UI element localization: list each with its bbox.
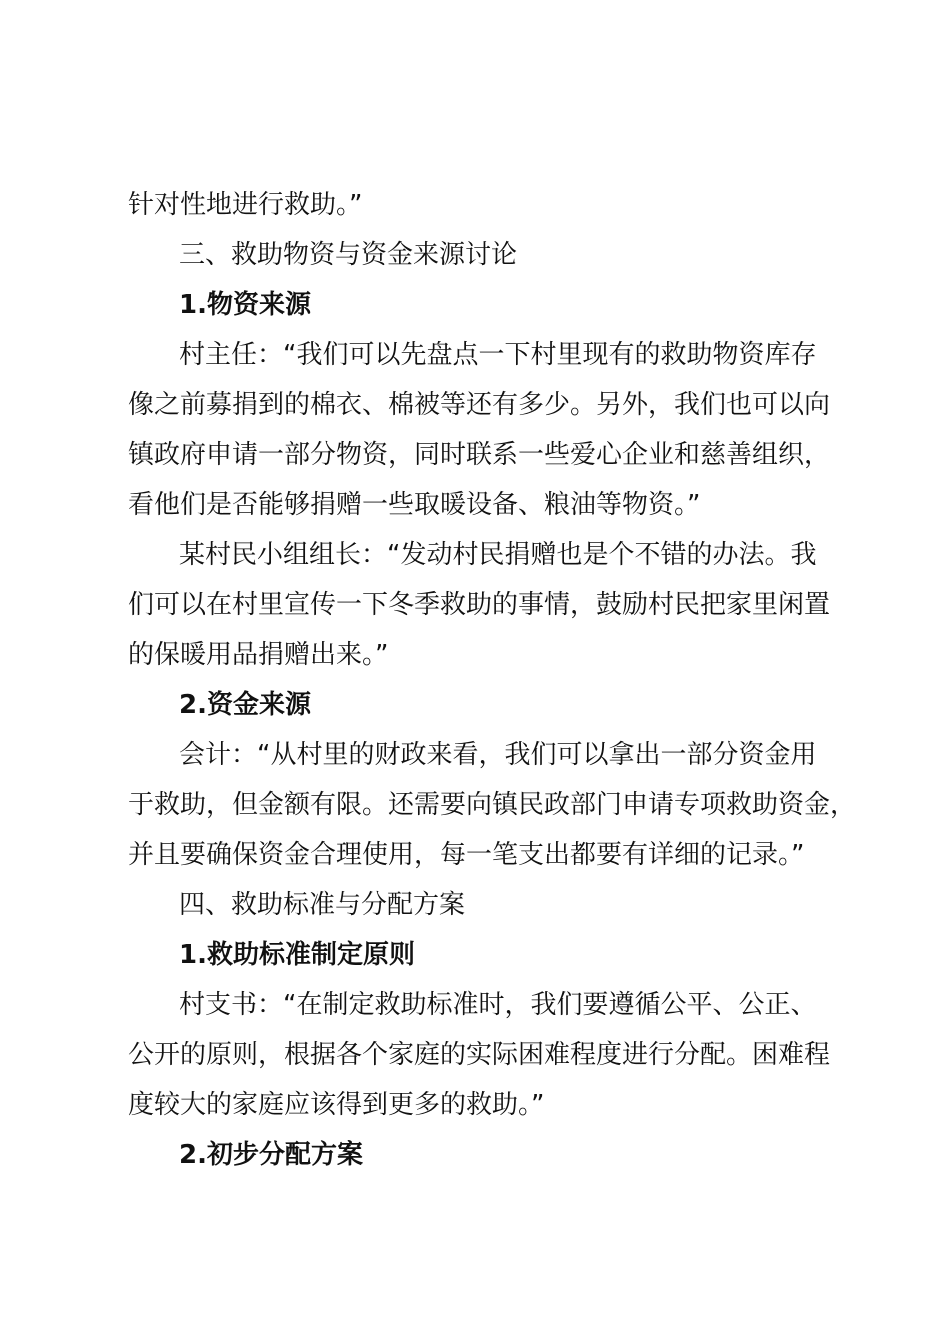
paragraph-line: 像之前募捐到的棉衣、棉被等还有多少。另外，我们也可以向 [128, 390, 831, 420]
paragraph-line: 公开的原则，根据各个家庭的实际困难程度进行分配。困难程 [128, 1040, 831, 1070]
paragraph-line: 于救助，但金额有限。还需要向镇民政部门申请专项救助资金， [128, 790, 857, 820]
paragraph-line: 村支书：“在制定救助标准时，我们要遵循公平、公正、 [179, 990, 817, 1020]
subsection-heading: 2.初步分配方案 [179, 1140, 363, 1170]
paragraph-line: 们可以在村里宣传一下冬季救助的事情，鼓励村民把家里闲置 [128, 590, 831, 620]
subsection-heading: 1.救助标准制定原则 [179, 940, 415, 970]
subsection-heading: 2.资金来源 [179, 690, 311, 720]
paragraph-line: 镇政府申请一部分物资，同时联系一些爱心企业和慈善组织， [128, 440, 831, 470]
paragraph-line: 村主任：“我们可以先盘点一下村里现有的救助物资库存 [179, 340, 817, 370]
paragraph-line: 的保暖用品捐赠出来。” [128, 640, 389, 670]
paragraph-line: 会计：“从村里的财政来看，我们可以拿出一部分资金用 [179, 740, 817, 770]
paragraph-line: 看他们是否能够捐赠一些取暖设备、粮油等物资。” [128, 490, 701, 520]
paragraph-line: 并且要确保资金合理使用，每一笔支出都要有详细的记录。” [128, 840, 805, 870]
subsection-heading: 1.物资来源 [179, 290, 311, 320]
section-heading: 四、救助标准与分配方案 [179, 890, 466, 920]
paragraph-line: 某村民小组组长：“发动村民捐赠也是个不错的办法。我 [179, 540, 817, 570]
section-heading: 三、救助物资与资金来源讨论 [179, 240, 518, 270]
paragraph-line: 度较大的家庭应该得到更多的救助。” [128, 1090, 545, 1120]
paragraph-line: 针对性地进行救助。” [128, 190, 363, 220]
